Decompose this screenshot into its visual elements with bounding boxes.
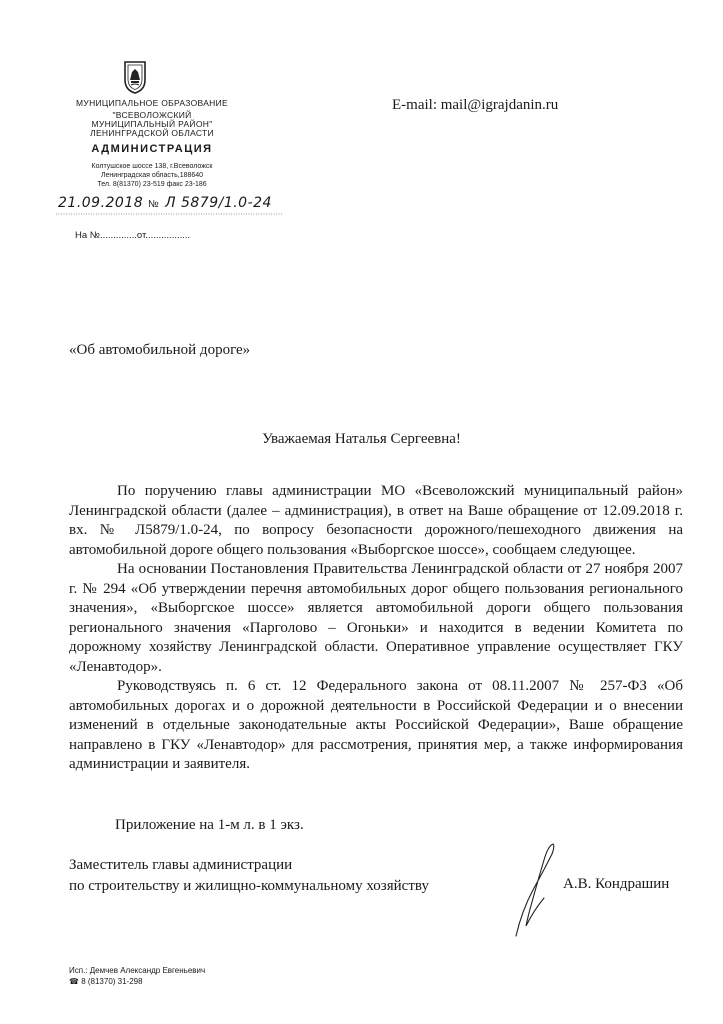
executor-name: Исп.: Демчев Александр Евгеньевич (69, 966, 206, 975)
appendix-note: Приложение на 1-м л. в 1 экз. (115, 817, 304, 833)
letterhead-address-1: Колтушское шоссе 138, г.Всеволожск (91, 163, 213, 170)
greeting: Уважаемая Наталья Сергеевна! (262, 431, 461, 447)
signatory-title-line-1: Заместитель главы администрации (69, 857, 293, 873)
signatory-name: А.В. Кондрашин (563, 876, 670, 892)
email-line: E-mail: mail@igrajdanin.ru (392, 97, 559, 113)
letterhead-line-1: МУНИЦИПАЛЬНОЕ ОБРАЗОВАНИЕ (75, 98, 229, 108)
date-underline (56, 212, 282, 216)
letterhead-line-3: МУНИЦИПАЛЬНЫЙ РАЙОН" (91, 119, 213, 129)
letter-subject: «Об автомобильной дороге» (69, 342, 251, 358)
signatory-title (69, 855, 429, 897)
letter-body (69, 482, 683, 775)
executor-phone: ☎ 8 (81370) 31-298 (69, 977, 143, 986)
letterhead-line-2: "ВСЕВОЛОЖСКИЙ (112, 110, 192, 120)
coat-of-arms-icon (122, 60, 148, 94)
reference-line: На №..............от................. (75, 230, 191, 241)
body-paragraph-2: На основании Постановления Правительства Ленинградской области от 27 ноября 2007 г. № 294 «Об утверждении перечня автомобильных дорог общего пользования регионального значения», «Выборгское шоссе» является автомобильной дороги общего пользования регионального значения «Парголово – Огоньки» и находится в ведении Комитета по дорожному хозяйству Ленинградской области. Оперативное управление осуществляет ГКУ «Ленавтодор». (69, 561, 683, 675)
outgoing-number-sign: № (148, 199, 159, 210)
body-paragraph-3: Руководствуясь п. 6 ст. 12 Федерального закона от 08.11.2007 № 257-ФЗ «Об автомобильных дорогах и о дорожной деятельности в Российской Федерации и о внесении изменений в отдельные законодательные акты Российской Федерации», Ваше обращение направлено в ГКУ «Ленавтодор» для рассмотрения, принятия мер, а также информирования администрации и заявителя. (69, 678, 683, 772)
handwritten-signature (508, 840, 578, 940)
letterhead-admin-title: АДМИНИСТРАЦИЯ (91, 143, 213, 155)
outgoing-number: Л 5879/1.0-24 (165, 195, 272, 211)
body-paragraph-1: По поручению главы администрации МО «Всеволожский муниципальный район» Ленинградской области (далее – администрация), в ответ на Ваше обращение от 12.09.2018 г. вх. № Л5879/1.0-24, по вопросу безопасности дорожного/пешеходного движения на автомобильной дороге общего пользования «Выборгское шоссе», сообщаем следующее. (69, 483, 683, 558)
letterhead-address-2: Ленинградская область,188640 (100, 172, 204, 179)
letterhead-address-3: Тел. 8(81370) 23-519 факс 23-186 (97, 181, 207, 188)
outgoing-date: 21.09.2018 (58, 195, 144, 211)
letterhead-line-4: ЛЕНИНГРАДСКОЙ ОБЛАСТИ (90, 128, 214, 138)
signatory-title-line-2: по строительству и жилищно-коммунальному хозяйству (69, 878, 429, 894)
